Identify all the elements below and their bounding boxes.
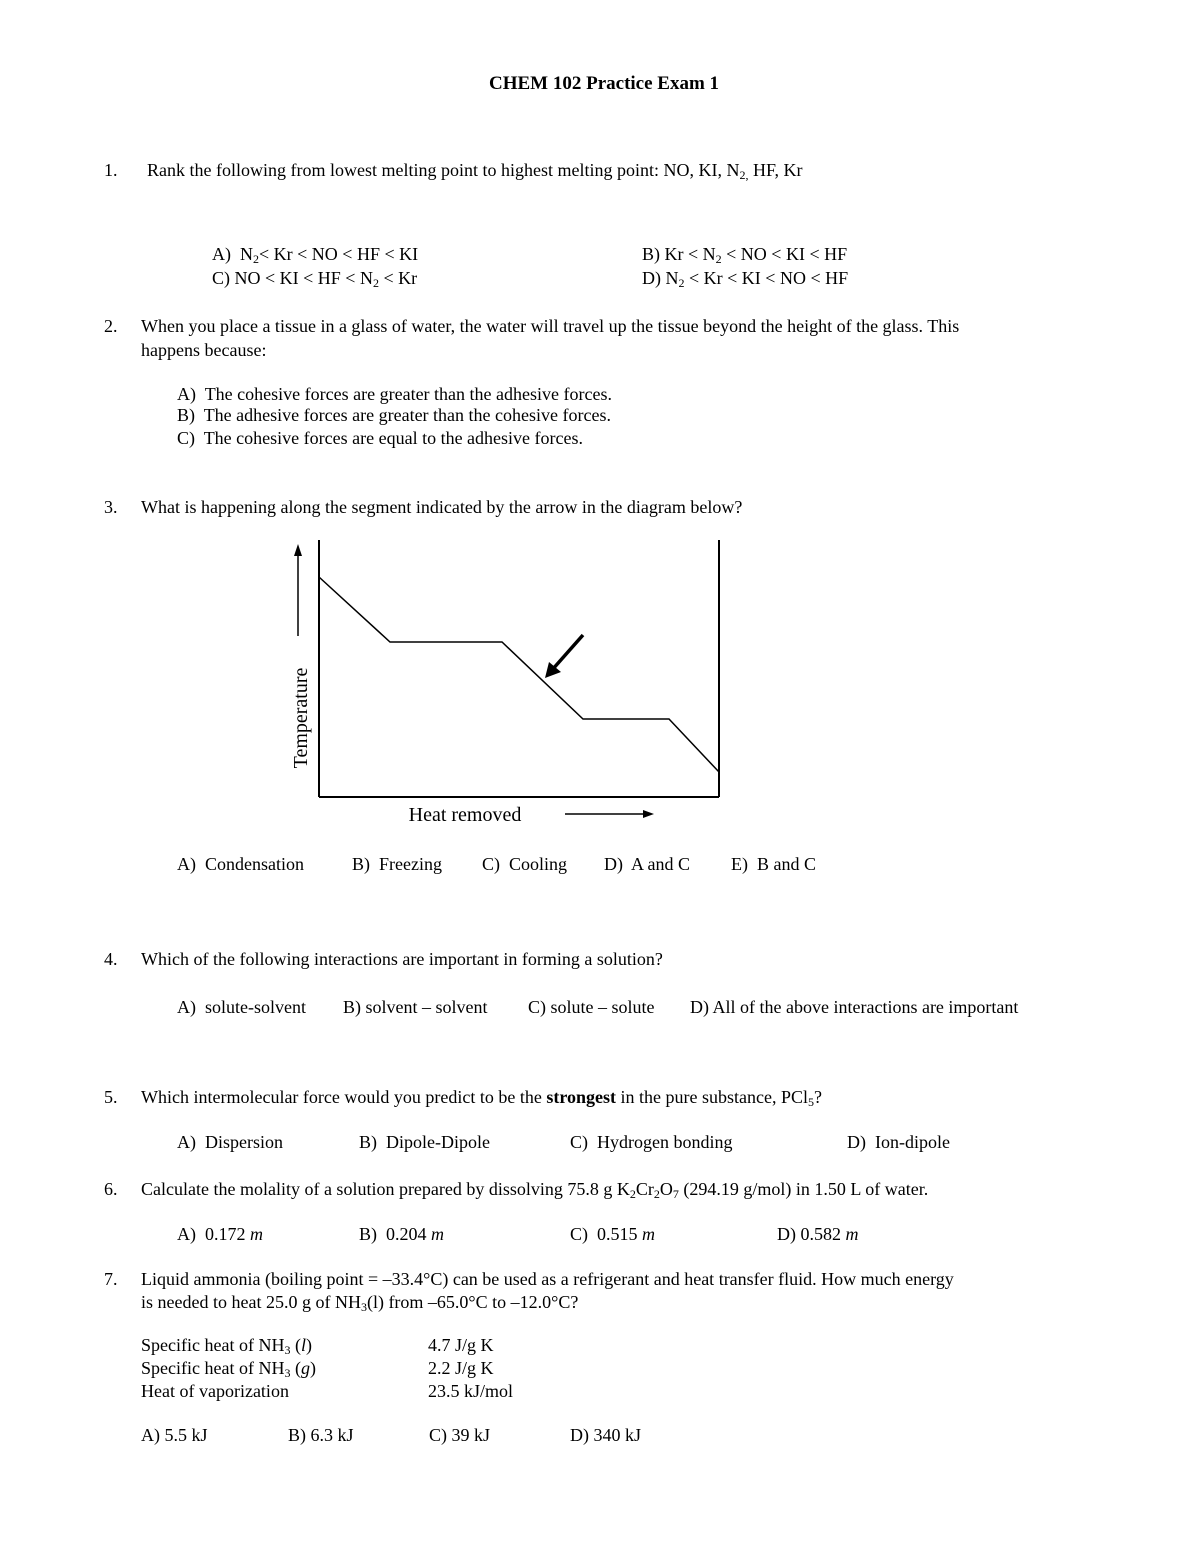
option-a[interactable] <box>177 384 612 406</box>
table-row-label: Heat of vaporization <box>141 1381 289 1401</box>
question-number: 4. <box>104 949 118 969</box>
option-d[interactable] <box>690 997 1018 1019</box>
question-text: Liquid ammonia (boiling point = –33.4°C) can be used as a refrigerant and heat transfer fluid. How much energy <box>141 1269 954 1289</box>
option-text: solvent – solvent <box>365 997 488 1017</box>
row-label-paren-close: ) <box>309 1358 316 1378</box>
question-number: 6. <box>104 1179 118 1199</box>
table-row-label <box>141 1358 316 1380</box>
option-b[interactable]: B) 6.3 kJ <box>288 1425 354 1445</box>
option-text-rest: < Kr < NO < HF < KI <box>259 244 419 264</box>
option-a[interactable] <box>177 1132 283 1154</box>
option-a[interactable]: A) 5.5 kJ <box>141 1425 208 1445</box>
x-axis-label: Heat removed <box>408 804 522 826</box>
question-text-line2 <box>141 1292 578 1314</box>
table-row-value: 2.2 J/g K <box>428 1358 494 1378</box>
option-label: A) <box>177 997 196 1017</box>
option-text: solute – solute <box>550 997 655 1017</box>
cooling-curve <box>319 577 719 772</box>
table-row-value: 23.5 kJ/mol <box>428 1381 514 1401</box>
question-text-bold: strongest <box>546 1087 617 1107</box>
option-a[interactable] <box>177 854 304 876</box>
option-text: All of the above interactions are important <box>712 997 1019 1017</box>
question-number: 7. <box>104 1269 118 1289</box>
question-text-line2: happens because: <box>141 340 267 360</box>
question-text-post: in the pure substance, PCl <box>616 1087 809 1107</box>
question-number: 2. <box>104 316 118 336</box>
option-text: Dipole-Dipole <box>386 1132 490 1152</box>
formula-part: Cr <box>635 1179 654 1199</box>
option-d[interactable] <box>642 268 848 290</box>
option-label: A) <box>177 1224 196 1244</box>
option-label: C) <box>177 428 195 448</box>
question-text <box>141 1087 822 1109</box>
option-unit: m <box>250 1224 263 1244</box>
option-a[interactable] <box>177 997 306 1019</box>
option-label: A) <box>212 244 231 264</box>
option-text: Condensation <box>205 854 304 874</box>
option-label: A) <box>177 1132 196 1152</box>
option-value: 0.582 <box>800 1224 841 1244</box>
question-text-main: Which intermolecular force would you predict to be the <box>141 1087 547 1107</box>
option-c[interactable] <box>177 428 583 450</box>
option-c[interactable] <box>212 268 417 290</box>
option-label: A) <box>177 854 196 874</box>
option-text: A and C <box>631 854 691 874</box>
option-value: 0.172 <box>205 1224 246 1244</box>
option-b[interactable] <box>359 1132 490 1154</box>
question-text-end: ? <box>814 1087 823 1107</box>
option-d[interactable] <box>604 854 690 876</box>
row-label-paren-close: ) <box>305 1335 312 1355</box>
y-axis-label: Temperature <box>290 667 312 769</box>
phase-symbol: g <box>300 1358 310 1378</box>
option-label: C) <box>570 1132 588 1152</box>
option-text: C) NO < KI < HF < N <box>212 268 373 288</box>
option-value: 0.204 <box>386 1224 427 1244</box>
subscript: 2 <box>253 252 259 266</box>
option-text: Ion-dipole <box>875 1132 950 1152</box>
cooling-curve-diagram <box>0 530 1200 830</box>
option-text: Cooling <box>509 854 568 874</box>
option-label: B) <box>177 405 195 425</box>
option-c[interactable] <box>570 1132 732 1154</box>
question-number: 3. <box>104 497 118 517</box>
option-text: Dispersion <box>205 1132 283 1152</box>
temperature-axis-arrowhead <box>294 544 302 556</box>
option-text: B and C <box>757 854 817 874</box>
option-a[interactable] <box>212 244 418 266</box>
option-label: B) <box>343 997 361 1017</box>
question-text-end: (294.19 g/mol) in 1.50 L of water. <box>678 1179 929 1199</box>
option-value: 0.515 <box>597 1224 638 1244</box>
option-label: D) <box>847 1132 866 1152</box>
option-label: C) <box>570 1224 588 1244</box>
option-text: The cohesive forces are greater than the adhesive forces. <box>204 384 612 404</box>
question-text-main: is needed to heat 25.0 g of NH <box>141 1292 361 1312</box>
question-text: Which of the following interactions are important in forming a solution? <box>141 949 663 969</box>
option-text: Hydrogen bonding <box>597 1132 733 1152</box>
option-c[interactable] <box>570 1224 655 1246</box>
option-b[interactable] <box>177 405 611 427</box>
subscript: 2 <box>678 276 685 290</box>
row-label-paren: ( <box>290 1358 301 1378</box>
subscript: 3 <box>284 1366 291 1380</box>
question-text-end: (l) from –65.0°C to –12.0°C? <box>366 1292 579 1312</box>
question-number: 5. <box>104 1087 118 1107</box>
option-label: D) <box>777 1224 796 1244</box>
option-d[interactable] <box>777 1224 859 1246</box>
option-label: D) <box>604 854 623 874</box>
option-d[interactable] <box>847 1132 950 1154</box>
option-b[interactable] <box>343 997 488 1019</box>
option-a[interactable] <box>177 1224 263 1246</box>
option-unit: m <box>642 1224 655 1244</box>
option-b[interactable] <box>352 854 442 876</box>
option-text: The cohesive forces are equal to the adhesive forces. <box>203 428 584 448</box>
table-row-label <box>141 1335 312 1357</box>
row-label-text: Specific heat of NH <box>141 1358 285 1378</box>
option-label: C) <box>528 997 546 1017</box>
option-unit: m <box>845 1224 859 1244</box>
option-label: E) <box>731 854 748 874</box>
option-b[interactable] <box>642 244 847 266</box>
option-label: B) <box>352 854 370 874</box>
option-e[interactable] <box>731 854 816 876</box>
question-text: When you place a tissue in a glass of water, the water will travel up the tissue beyond the height of the glass. This <box>141 316 960 336</box>
subscript: 2, <box>739 168 749 182</box>
question-text: What is happening along the segment indicated by the arrow in the diagram below? <box>141 497 743 517</box>
subscript: 2 <box>372 276 379 290</box>
subscript: 2 <box>653 1187 660 1201</box>
question-text <box>141 1179 928 1201</box>
option-label: C) <box>482 854 500 874</box>
subscript: 3 <box>360 1300 367 1314</box>
option-text: The adhesive forces are greater than the cohesive forces. <box>203 405 611 425</box>
option-label: B) <box>359 1224 377 1244</box>
question-text-end: HF, Kr <box>748 160 803 180</box>
subscript: 7 <box>672 1187 679 1201</box>
option-label: B) <box>359 1132 377 1152</box>
row-label-paren: ( <box>290 1335 301 1355</box>
option-text: D) N <box>642 268 679 288</box>
option-text: Freezing <box>379 854 442 874</box>
option-text: B) Kr < N <box>642 244 716 264</box>
formula-part: O <box>659 1179 673 1199</box>
phase-symbol: l <box>300 1335 306 1355</box>
option-label: A) <box>177 384 196 404</box>
option-text: N <box>240 244 253 264</box>
question-text-main: Calculate the molality of a solution prepared by dissolving 75.8 g K <box>141 1179 630 1199</box>
option-c[interactable] <box>528 997 655 1019</box>
option-text: solute-solvent <box>205 997 306 1017</box>
row-label-text: Specific heat of NH <box>141 1335 285 1355</box>
heat-removed-arrowhead <box>643 810 654 818</box>
option-label: D) <box>690 997 709 1017</box>
subscript: 5 <box>808 1095 815 1109</box>
page-title: CHEM 102 Practice Exam 1 <box>489 73 720 94</box>
option-b[interactable] <box>359 1224 444 1246</box>
option-c[interactable]: C) 39 kJ <box>429 1425 491 1445</box>
option-unit: m <box>431 1224 444 1244</box>
table-row-value: 4.7 J/g K <box>428 1335 494 1355</box>
question-text-main: Rank the following from lowest melting point to highest melting point: NO, KI, N <box>147 160 740 180</box>
question-text <box>147 160 803 182</box>
option-text-rest: < Kr < KI < NO < HF <box>684 268 849 288</box>
option-c[interactable] <box>482 854 567 876</box>
question-number: 1. <box>104 160 118 180</box>
subscript: 2 <box>715 252 722 266</box>
indicator-arrow <box>552 635 583 670</box>
subscript: 2 <box>629 1187 636 1201</box>
option-d[interactable]: D) 340 kJ <box>570 1425 641 1445</box>
option-text-rest: < NO < KI < HF <box>721 244 848 264</box>
option-text-rest: < Kr <box>378 268 418 288</box>
subscript: 3 <box>284 1343 291 1357</box>
